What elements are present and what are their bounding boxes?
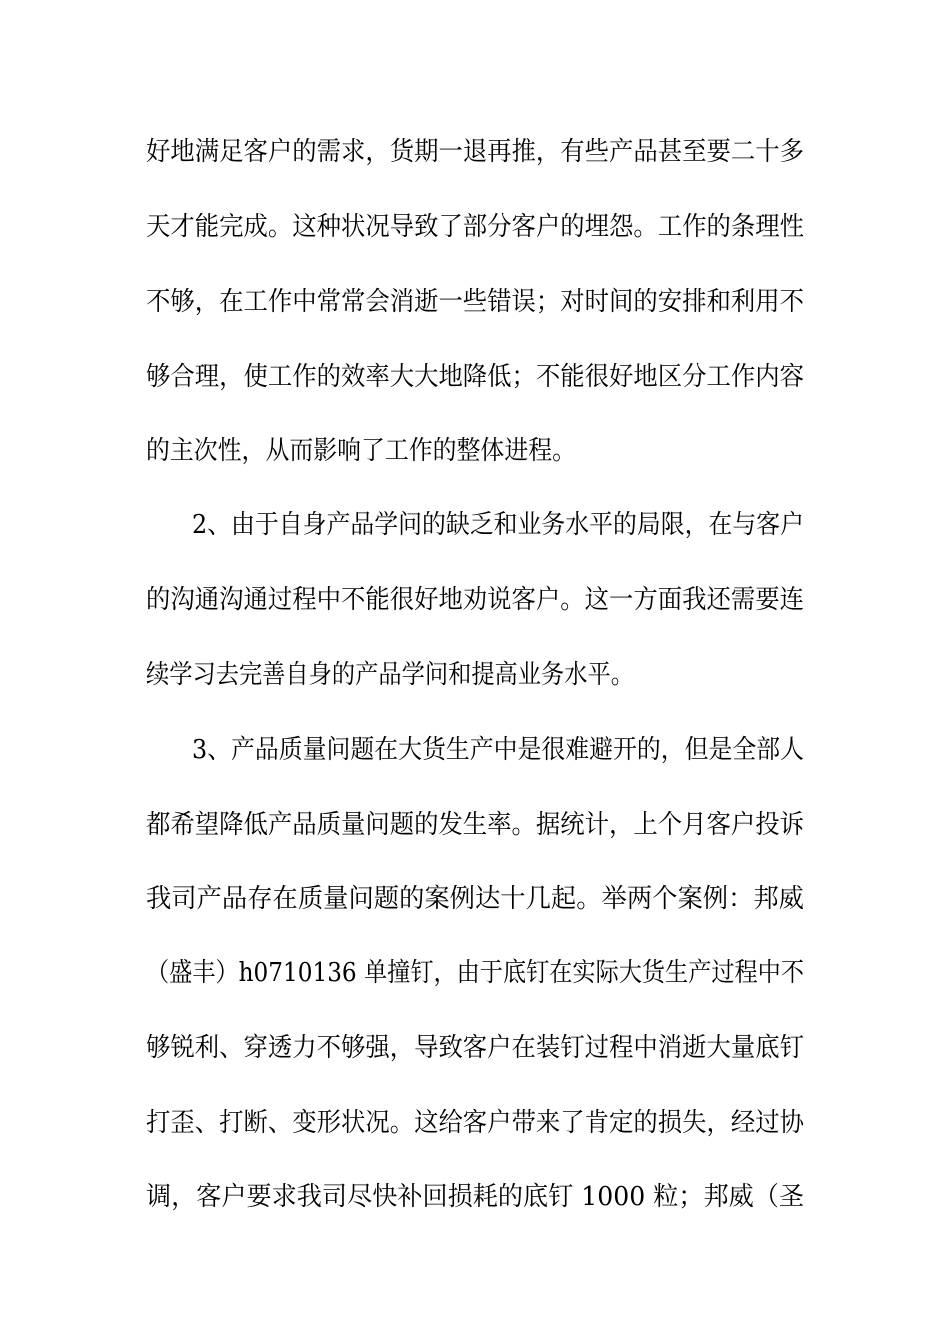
text-line-content: 3、产品质量问题在大货生产中是很难避开的，但是全部人 — [192, 735, 804, 765]
text-line — [0, 655, 950, 695]
text-line — [0, 953, 950, 993]
text-line-content: 的主次性，从而影响了工作的整体进程。 — [146, 436, 576, 466]
text-line-content: 不够，在工作中常常会消逝一些错误；对时间的安排和利用不 — [146, 287, 804, 317]
text-line-content: 好地满足客户的需求，货期一退再推，有些产品甚至要二十多 — [146, 137, 804, 167]
text-line — [0, 357, 950, 397]
text-line — [0, 207, 950, 247]
text-line — [0, 1028, 950, 1068]
text-line — [0, 431, 950, 471]
text-line-content: 够合理，使工作的效率大大地降低；不能很好地区分工作内容 — [146, 362, 804, 392]
text-line — [0, 282, 950, 322]
text-line — [0, 505, 950, 545]
text-line-content: 天才能完成。这种状况导致了部分客户的埋怨。工作的条理性 — [146, 212, 804, 242]
text-line-content: 够锐利、穿透力不够强，导致客户在装钉过程中消逝大量底钉 — [146, 1033, 804, 1063]
text-line — [0, 132, 950, 172]
text-line — [0, 879, 950, 919]
text-line-content: 续学习去完善自身的产品学问和提高业务水平。 — [146, 660, 634, 690]
text-line-content: 2、由于自身产品学问的缺乏和业务水平的局限，在与客户 — [192, 510, 804, 540]
text-line-content: 我司产品存在质量问题的案例达十几起。举两个案例：邦威 — [146, 884, 804, 914]
text-line — [0, 730, 950, 770]
text-line-content: 都希望降低产品质量问题的发生率。据统计，上个月客户投诉 — [146, 810, 804, 840]
text-line — [0, 1103, 950, 1143]
text-line-content: 打歪、打断、变形状况。这给客户带来了肯定的损失，经过协 — [146, 1108, 804, 1138]
text-line-content: （盛丰）h0710136 单撞钉，由于底钉在实际大货生产过程中不 — [146, 958, 804, 988]
text-line — [0, 805, 950, 845]
text-line-content: 的沟通沟通过程中不能很好地劝说客户。这一方面我还需要连 — [146, 585, 804, 615]
text-line — [0, 580, 950, 620]
text-line-content: 调，客户要求我司尽快补回损耗的底钉 1000 粒；邦威（圣 — [146, 1182, 804, 1212]
text-line — [0, 1177, 950, 1217]
